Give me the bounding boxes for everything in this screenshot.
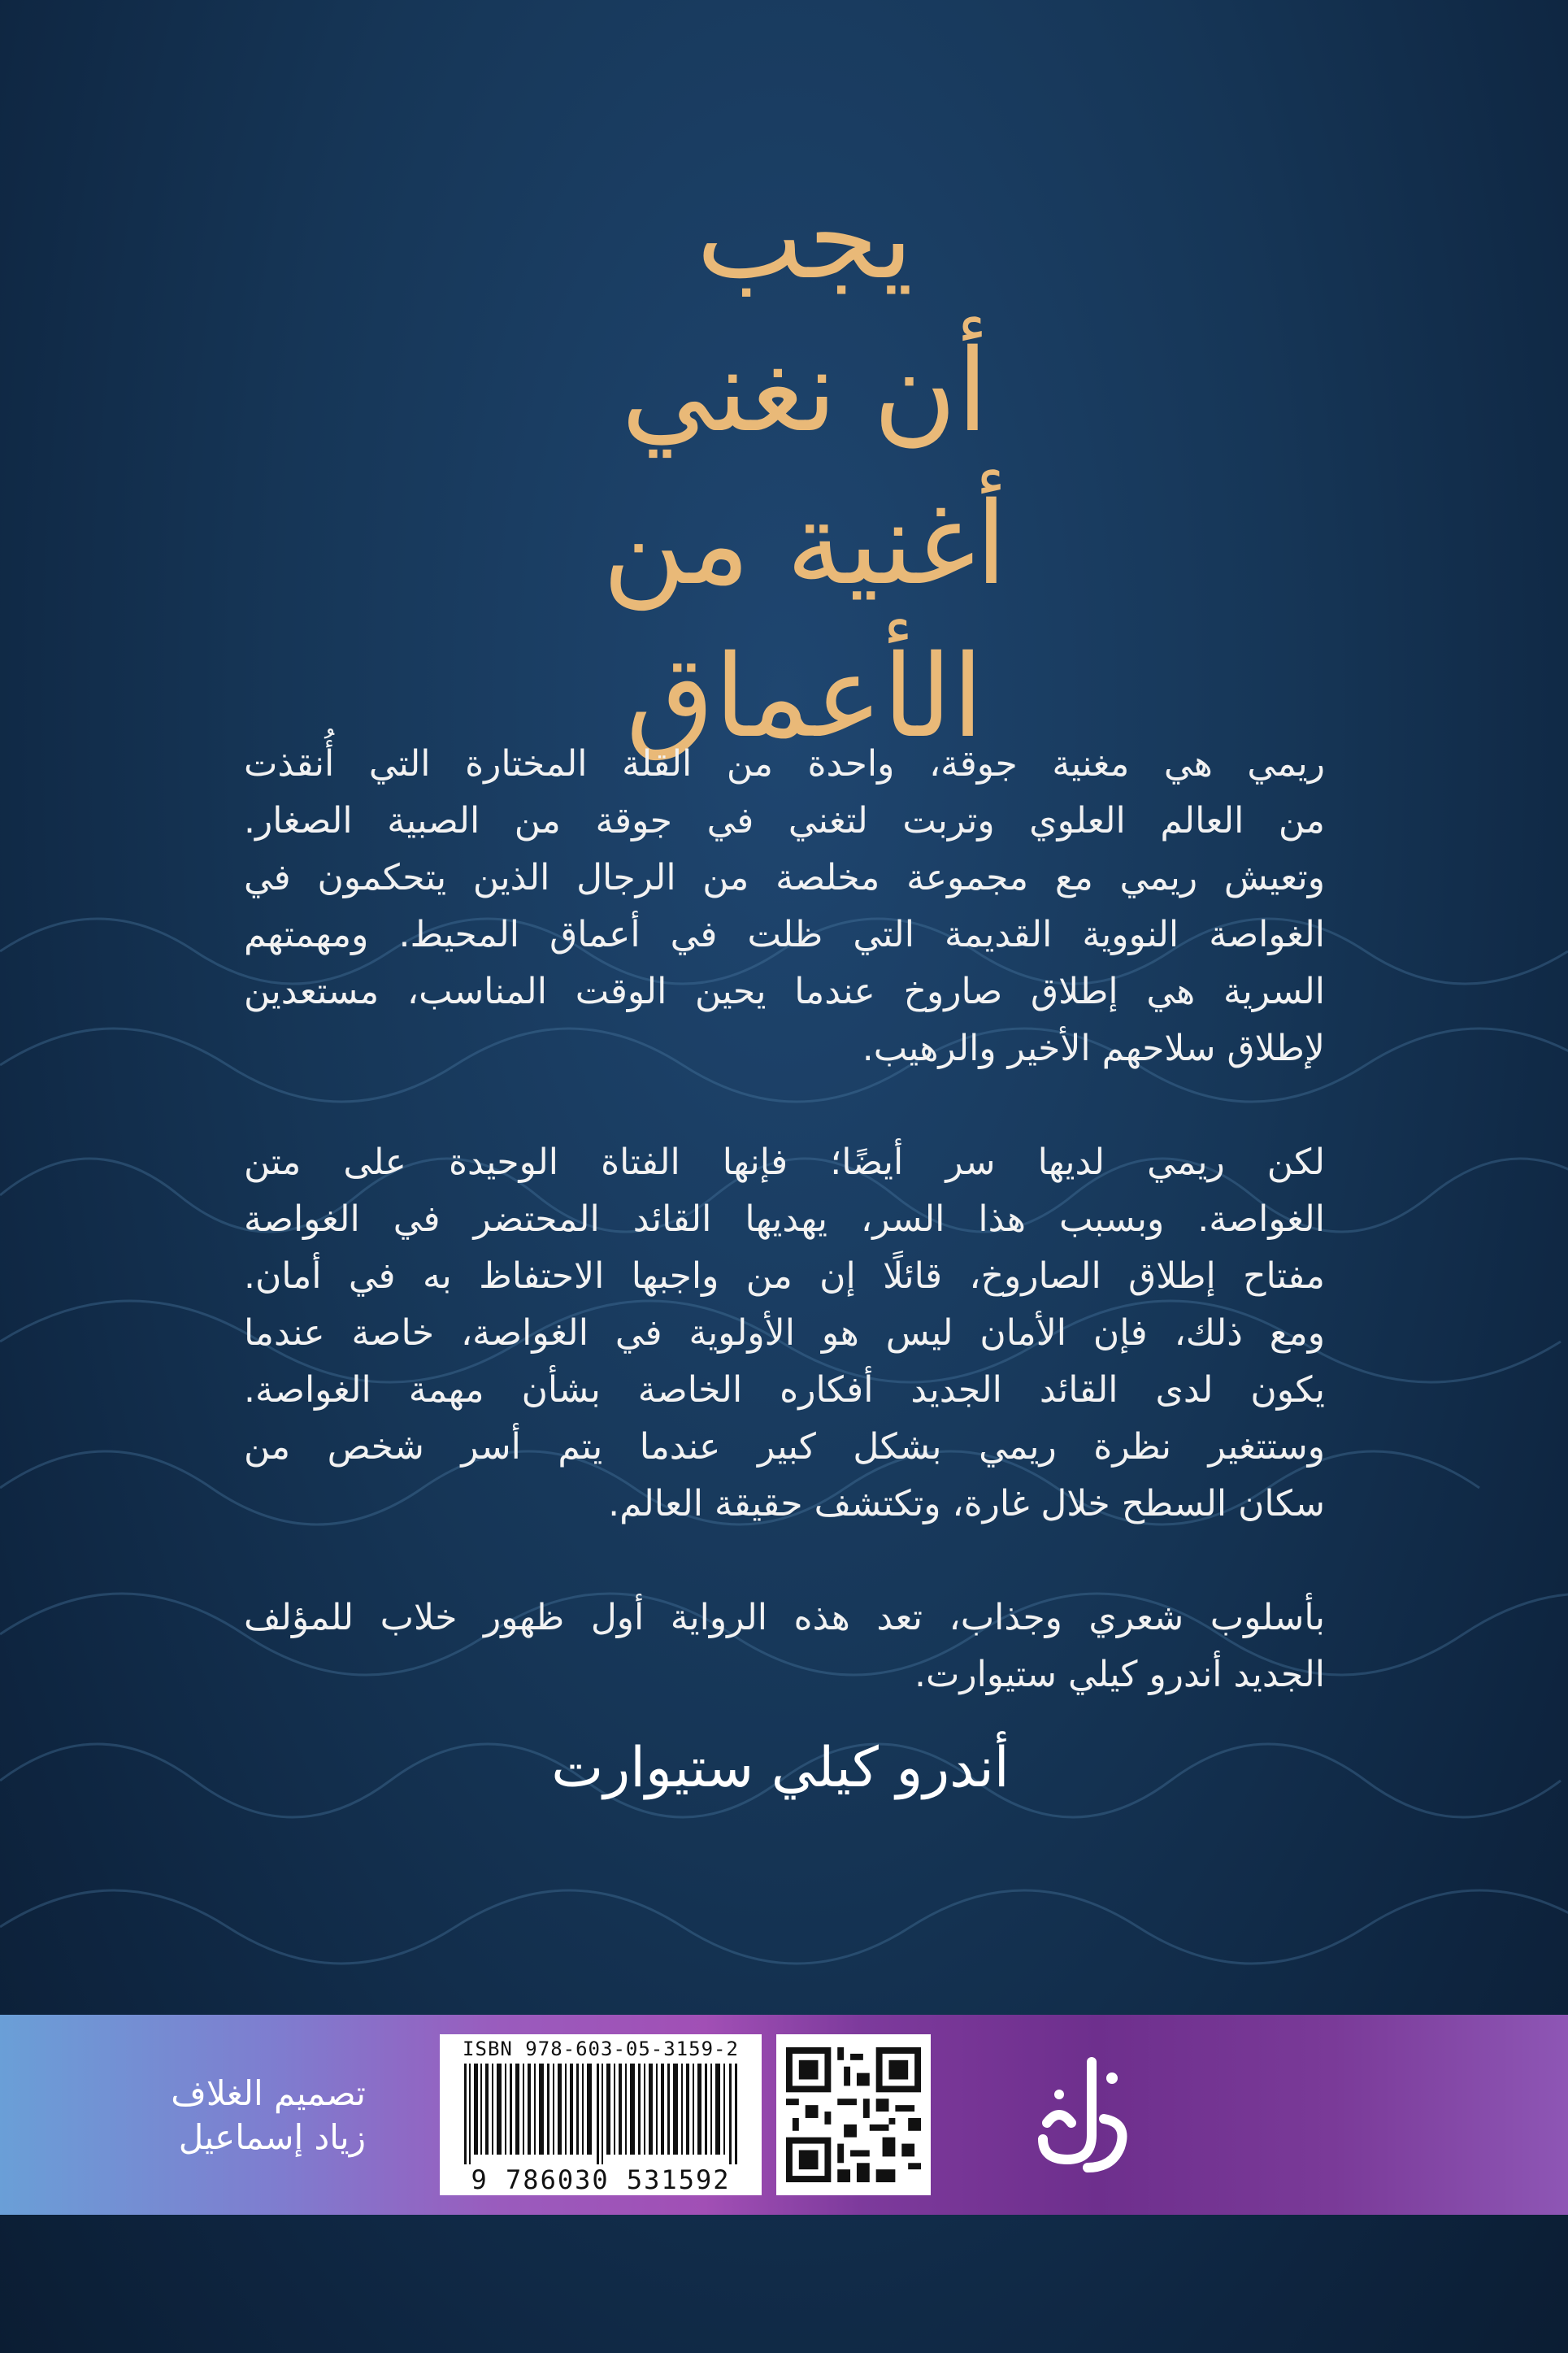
paragraph-line: لكن ريمي لديها سر أيضًا؛ فإنها الفتاة الوحيدة على متن <box>244 1142 1325 1183</box>
synopsis-paragraph-2 <box>244 1134 1325 1533</box>
paragraph-line: وتعيش ريمي مع مجموعة مخلصة من الرجال الذين يتحكمون في <box>244 857 1325 898</box>
title-line-3: أغنية من <box>602 478 1007 611</box>
isbn-label: ISBN 978-603-05-3159-2 <box>463 2038 739 2060</box>
book-title <box>455 163 1154 774</box>
paragraph-line: ريمي هي مغنية جوقة، واحدة من القلة المختارة التي أُنقذت <box>244 743 1325 785</box>
paragraph-line: مفتاح إطلاق الصاروخ، قائلًا إن من واجبها الاحتفاظ به في أمان. <box>244 1255 1325 1297</box>
paragraph-line: ومع ذلك، فإن الأمان ليس هو الأولوية في الغواصة، خاصة عندما <box>244 1312 1325 1354</box>
barcode-icon <box>464 2064 737 2164</box>
qr-code-icon <box>786 2047 921 2182</box>
title-line-1: يجب <box>696 172 914 305</box>
title-line-4: الأعماق <box>626 631 984 763</box>
paragraph-line: الجديد أندرو كيلي ستيوارت. <box>914 1654 1325 1695</box>
publisher-logo-icon <box>1014 2046 1136 2184</box>
title-line-2: أن نغني <box>621 325 988 458</box>
cover-design-credit <box>73 2072 366 2159</box>
publisher-logo <box>975 2015 1175 2215</box>
paragraph-line: الغواصة النووية القديمة التي ظلت في أعماق المحيط. ومهمتهم <box>244 914 1325 955</box>
isbn-digits: 9 786030 531592 <box>471 2164 731 2195</box>
paragraph-line: بأسلوب شعري وجذاب، تعد هذه الرواية أول ظهور خلاب للمؤلف <box>244 1597 1325 1638</box>
synopsis-paragraph-1 <box>244 736 1325 1077</box>
synopsis-paragraph-3 <box>244 1590 1325 1703</box>
paragraph-line: وستتغير نظرة ريمي بشكل كبير عندما يتم أسر شخص من <box>244 1426 1325 1468</box>
paragraph-line: من العالم العلوي وتربت لتغني في جوقة من الصبية الصغار. <box>244 800 1325 842</box>
paragraph-line: يكون لدى القائد الجديد أفكاره الخاصة بشأن مهمة الغواصة. <box>244 1369 1325 1411</box>
design-credit-label: تصميم الغلاف <box>171 2073 366 2113</box>
isbn-barcode <box>440 2034 762 2195</box>
paragraph-line: سكان السطح خلال غارة، وتكتشف حقيقة العالم. <box>608 1483 1325 1524</box>
paragraph-line: الغواصة. وبسبب هذا السر، يهديها القائد المحتضر في الغواصة <box>244 1198 1325 1240</box>
design-credit-name: زياد إسماعيل <box>178 2117 366 2157</box>
paragraph-line: السرية هي إطلاق صاروخ عندما يحين الوقت المناسب، مستعدين <box>244 971 1325 1012</box>
qr-code <box>776 2034 931 2195</box>
paragraph-line: لإطلاق سلاحهم الأخير والرهيب. <box>862 1028 1325 1069</box>
author-name: أندرو كيلي ستيوارت <box>551 1736 1010 1800</box>
